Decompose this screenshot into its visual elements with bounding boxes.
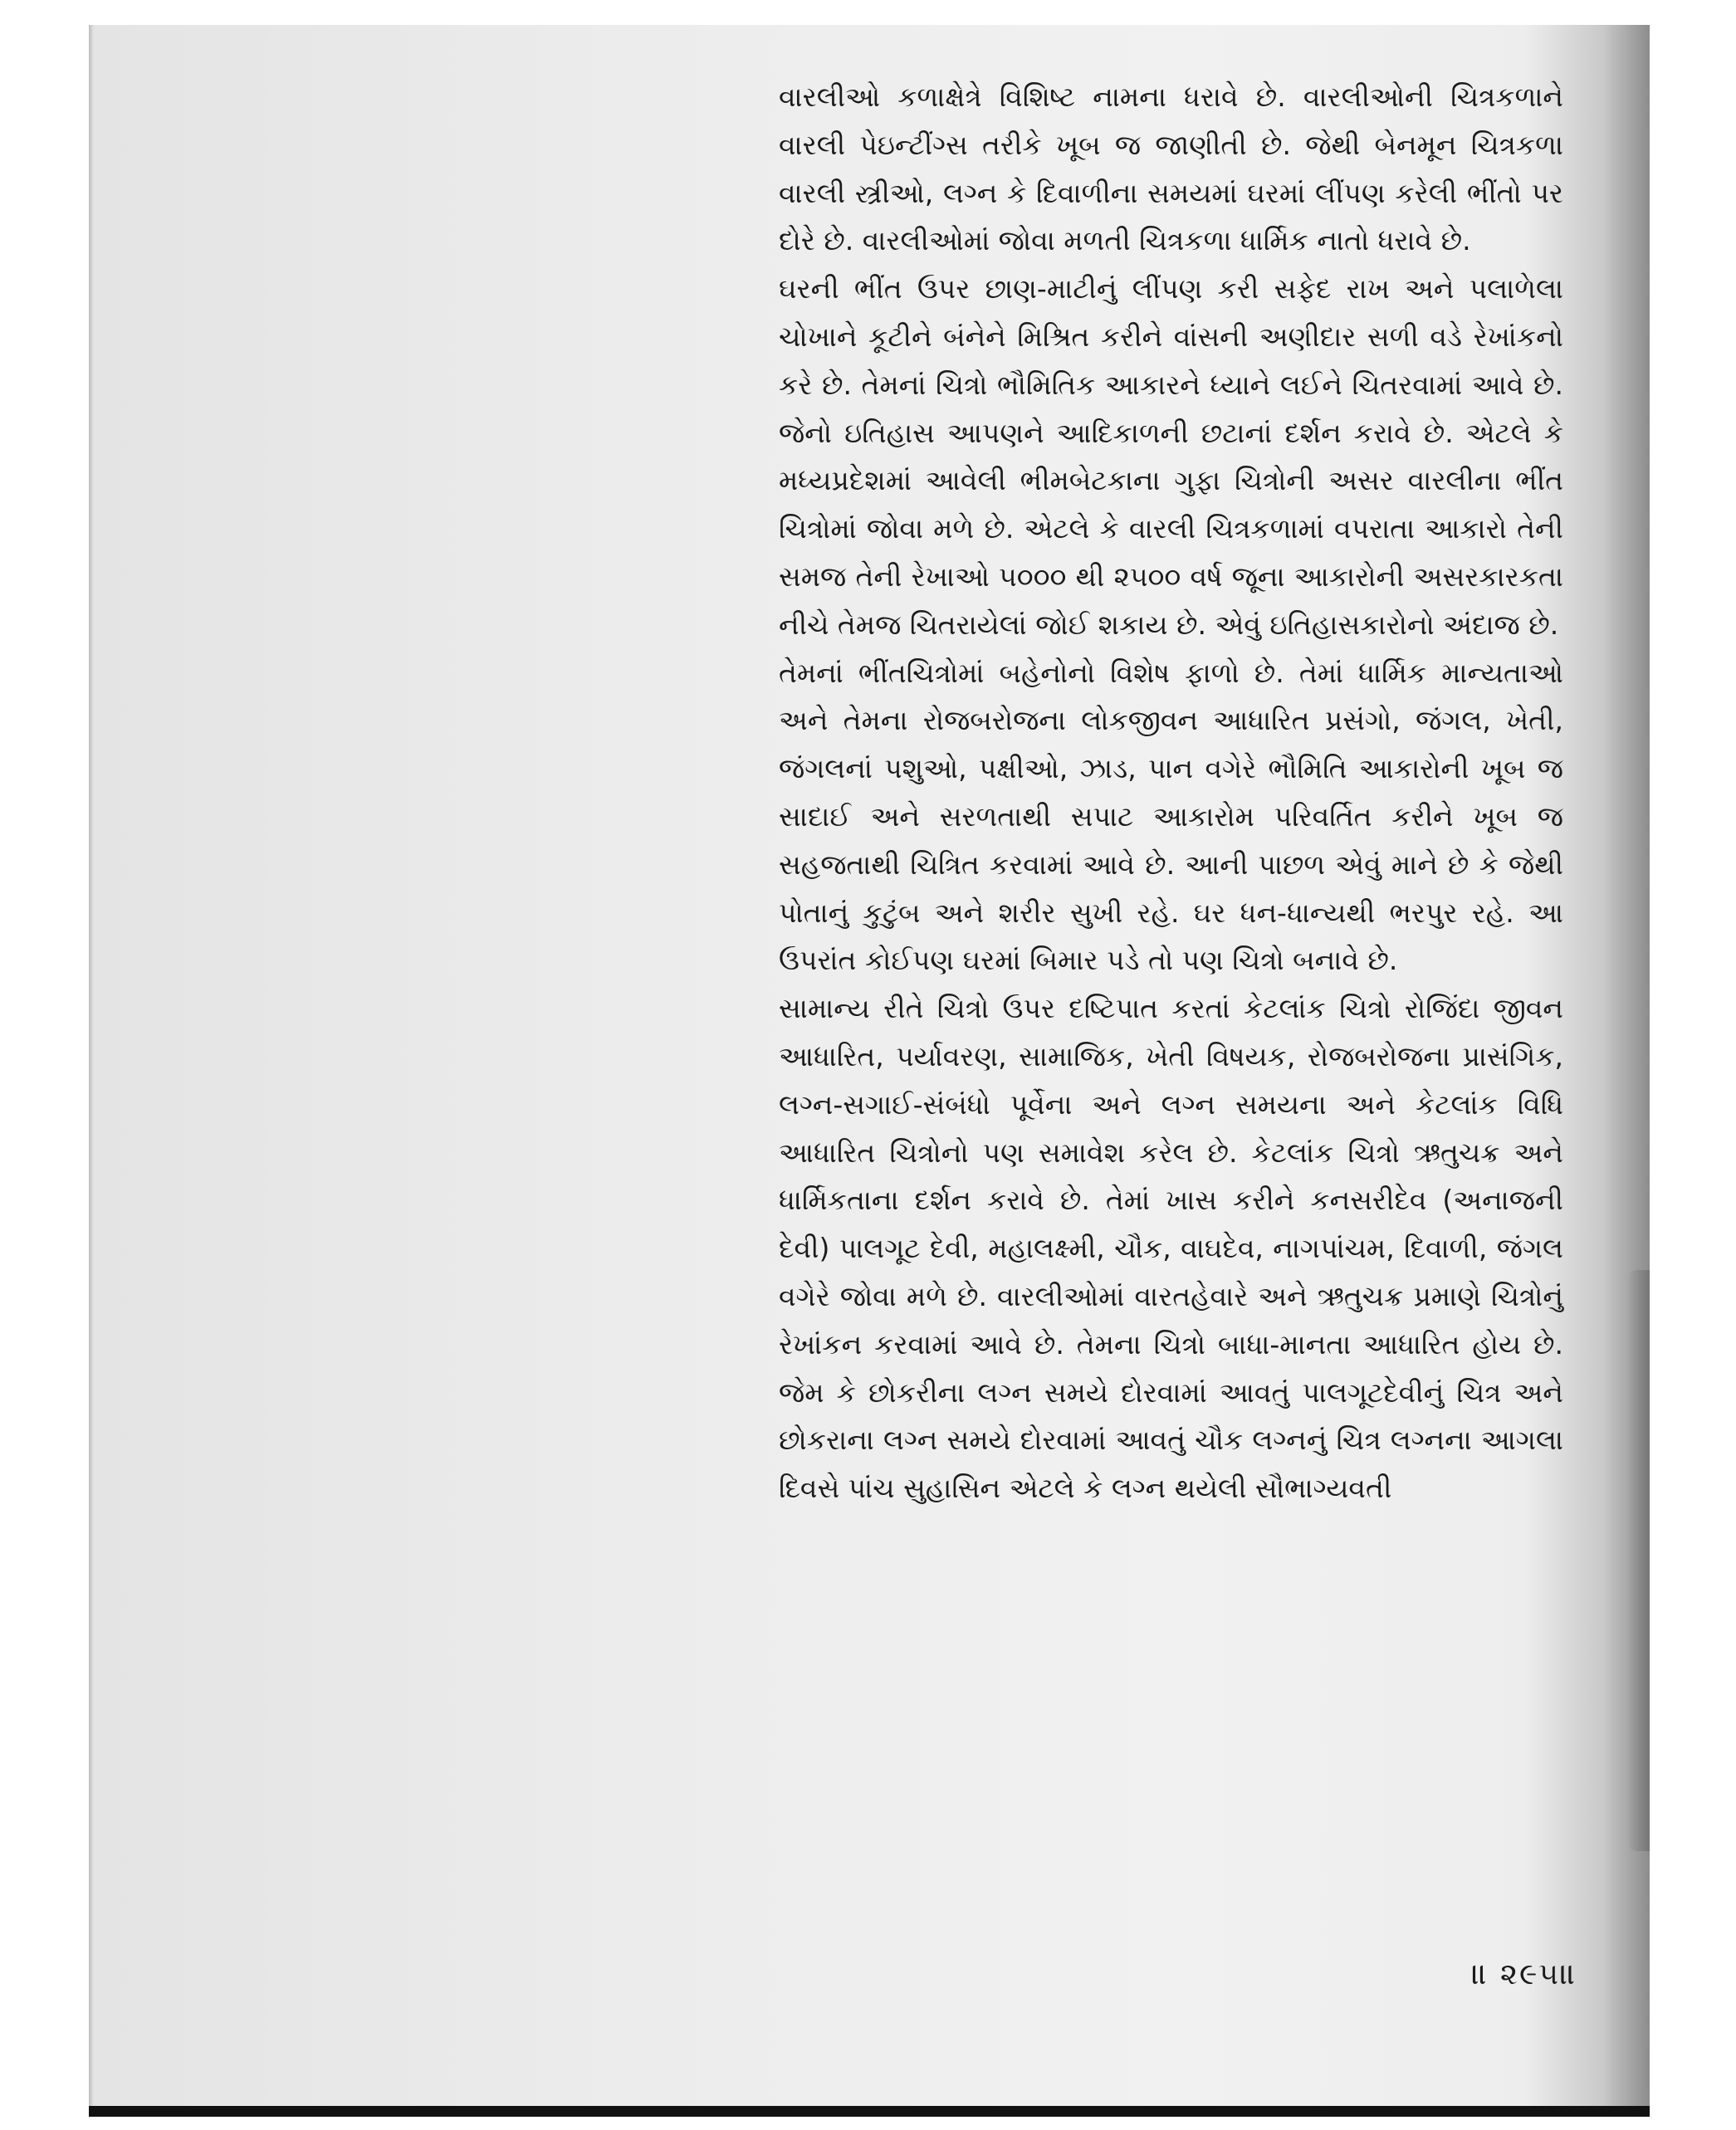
page-left-edge bbox=[89, 25, 94, 2107]
page-bottom-border bbox=[89, 2106, 1650, 2117]
paragraph-3: તેમનાં ભીંતચિત્રોમાં બહેનોનો વિશેષ ફાળો છે. તેમાં ધાર્મિક માન્યતાઓ અને તેમના રોજબરોજના લોકજીવન આધારિત પ્રસંગો, જંગલ, ખેતી, જંગલનાં પશુઓ, પક્ષીઓ, ઝાડ, પાન વગેરે ભૌમિતિ આકારોની ખૂબ જ સાદાઈ અને સરળતાથી સપાટ આકારોમ પરિવર્તિત કરીને ખૂબ જ સહજતાથી ચિત્રિત કરવામાં આવે છે. આની પાછળ એવું માને છે કે જેથી પોતાનું કુટુંબ અને શરીર સુખી રહે. ઘર ધન-ધાન્યથી ભરપુર રહે. આ ઉપરાંત કોઈપણ ઘરમાં બિમાર પડે તો પણ ચિત્રો બનાવે છે. bbox=[779, 656, 1563, 977]
page-right-shadow bbox=[1627, 1270, 1650, 1851]
paragraph-1: વારલીઓ કળાક્ષેત્રે વિશિષ્ટ નામના ધરાવે છે. વારલીઓની ચિત્રકળાને વારલી પેઇન્ટીંગ્સ તરીકે ખૂબ જ જાણીતી છે. જેથી બેનમૂન ચિત્રકળા વારલી સ્ત્રીઓ, લગ્ન કે દિવાળીના સમયમાં ઘરમાં લીંપણ કરેલી ભીંતો પર દોરે છે. વારલીઓમાં જોવા મળતી ચિત્રકળા ધાર્મિક નાતો ધરાવે છે. bbox=[779, 81, 1563, 257]
body-text bbox=[779, 73, 1563, 1512]
page-number: ॥ ૨૯૫॥ bbox=[1471, 1957, 1577, 1991]
paragraph-2: ઘરની ભીંત ઉપર છાણ-માટીનું લીંપણ કરી સફેદ રાખ અને પલાળેલા ચોખાને કૂટીને બંનેને મિશ્રિત કરીને વાંસની અણીદાર સળી વડે રેખાંકનો કરે છે. તેમનાં ચિત્રો ભૌમિતિક આકારને ધ્યાને લઈને ચિતરવામાં આવે છે. જેનો ઇતિહાસ આપણને આદિકાળની છટાનાં દર્શન કરાવે છે. એટલે કે મધ્યપ્રદેશમાં આવેલી ભીમબેટકાના ગુફા ચિત્રોની અસર વારલીના ભીંત ચિત્રોમાં જોવા મળે છે. એટલે કે વારલી ચિત્રકળામાં વપરાતા આકારો તેની સમજ તેની રેખાઓ ૫૦૦૦ થી ૨૫૦૦ વર્ષ જૂના આકારોની અસરકારકતા નીચે તેમજ ચિતરાયેલાં જોઈ શકાય છે. એવું ઇતિહાસકારોનો અંદાજ છે. bbox=[779, 272, 1563, 641]
paragraph-4: સામાન્ય રીતે ચિત્રો ઉપર દષ્ટિપાત કરતાં કેટલાંક ચિત્રો રોજિંદા જીવન આધારિત, પર્યાવરણ, સામાજિક, ખેતી વિષયક, રોજબરોજના પ્રાસંગિક, લગ્ન-સગાઈ-સંબંધો પૂર્વેના અને લગ્ન સમયના અને કેટલાંક વિધિ આધારિત ચિત્રોનો પણ સમાવેશ કરેલ છે. કેટલાંક ચિત્રો ઋતુચક્ર અને ધાર્મિકતાના દર્શન કરાવે છે. તેમાં ખાસ કરીને કનસરીદેવ (અનાજની દેવી) પાલગૂટ દેવી, મહાલક્ષ્મી, ચૌક, વાઘદેવ, નાગપાંચમ, દિવાળી, જંગલ વગેરે જોવા મળે છે. વારલીઓમાં વારતહેવારે અને ઋતુચક્ર પ્રમાણે ચિત્રોનું રેખાંકન કરવામાં આવે છે. તેમના ચિત્રો બાધા-માનતા આધારિત હોય છે. જેમ કે છોકરીના લગ્ન સમયે દોરવામાં આવતું પાલગૂટદેવીનું ચિત્ર અને છોકરાના લગ્ન સમયે દોરવામાં આવતું ચૌક લગ્નનું ચિત્ર લગ્નના આગલા દિવસે પાંચ સુહાસિન એટલે કે લગ્ન થયેલી સૌભાગ્યવતી bbox=[779, 992, 1563, 1505]
